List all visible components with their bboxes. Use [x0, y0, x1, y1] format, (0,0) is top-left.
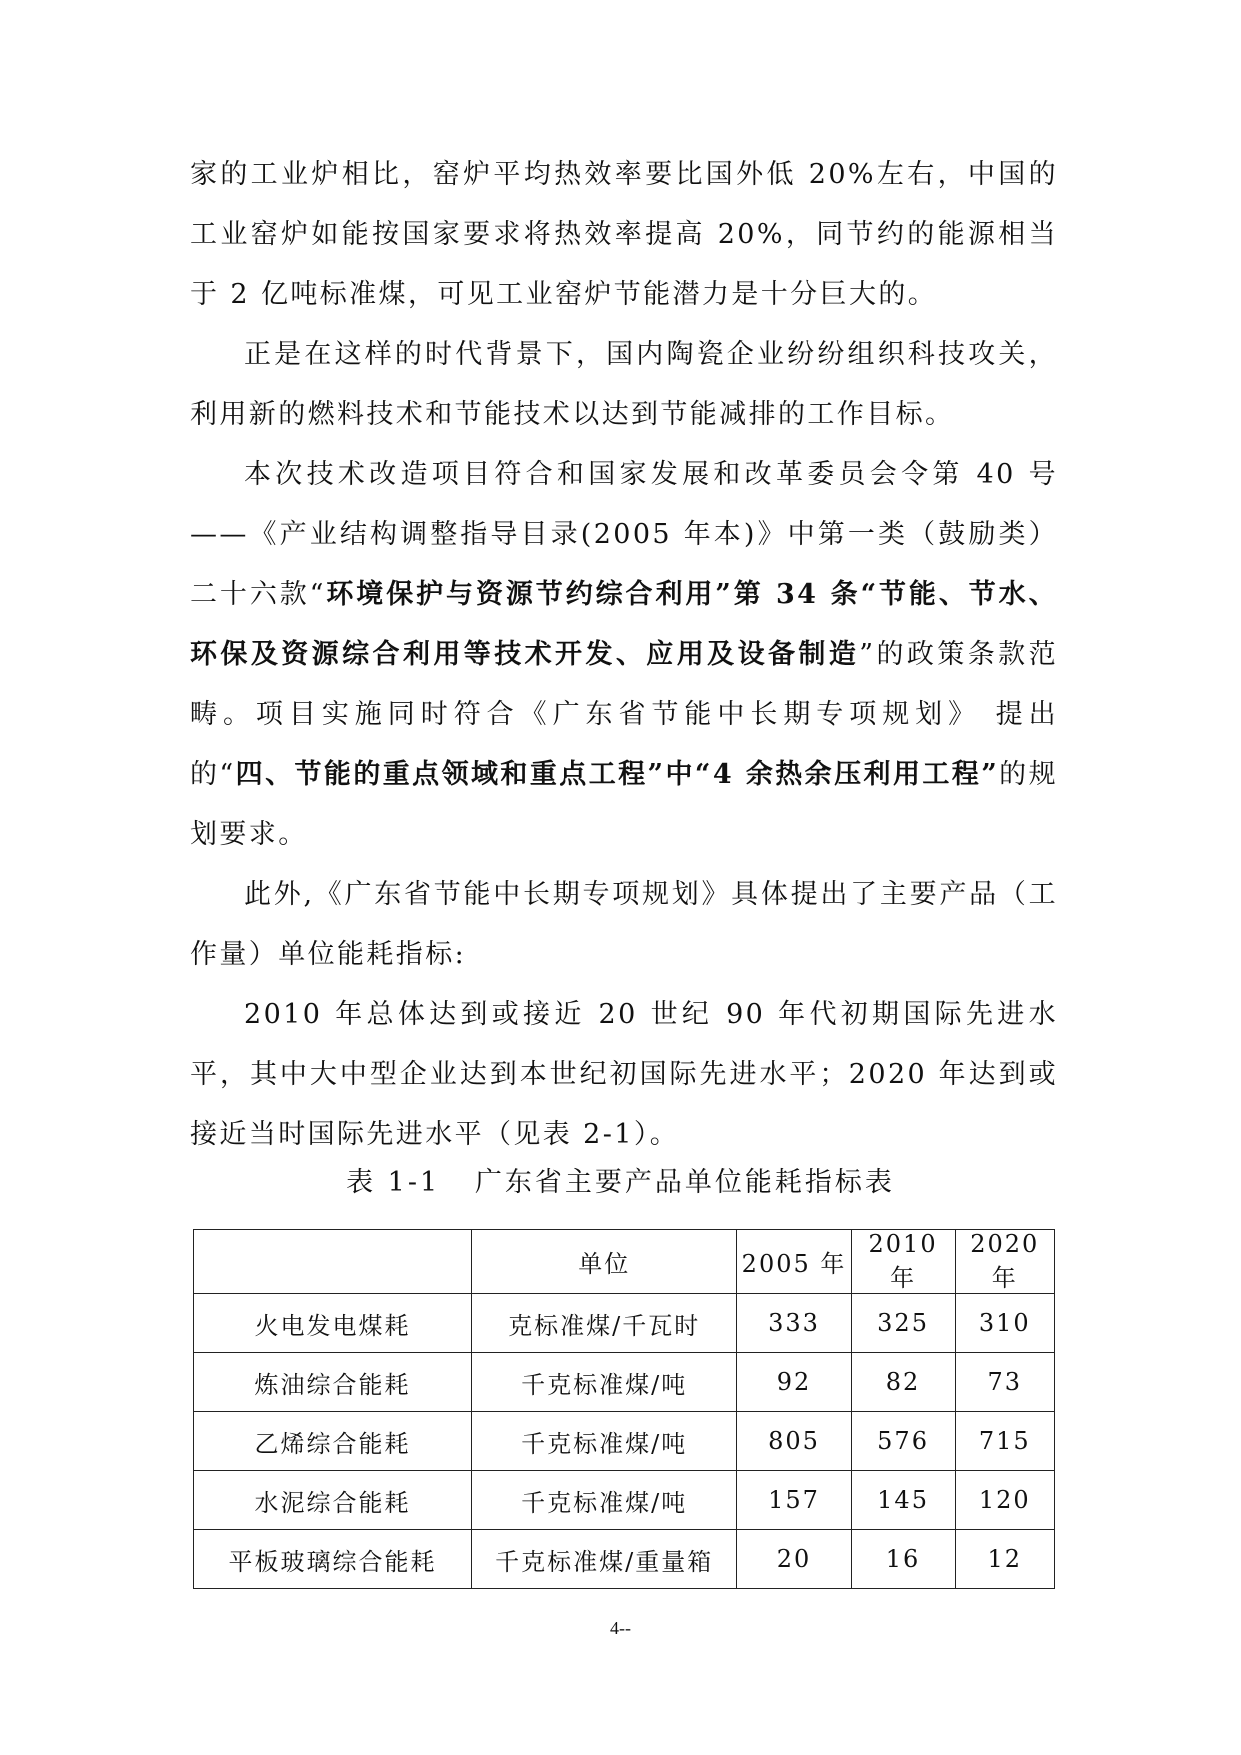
table-row — [194, 1353, 1055, 1412]
body-text — [190, 145, 1058, 1165]
table-caption: 表 1-1 广东省主要产品单位能耗指标表 — [346, 1167, 895, 1198]
table-cell: 310 — [955, 1294, 1054, 1353]
table-cell: 千克标准煤/吨 — [471, 1353, 737, 1412]
table-cell: 73 — [955, 1353, 1054, 1412]
table-cell: 平板玻璃综合能耗 — [194, 1530, 472, 1589]
text-segment: 本次技术改造项目符合和国家发展和改革委员会令第 40 号——《产业结构调整指导目录(2005 年本)》中第一类（鼓励类）二十六款“ — [190, 459, 1058, 610]
table-header-cell: 单位 — [471, 1230, 737, 1294]
paragraph — [190, 985, 1058, 1165]
table-cell: 805 — [737, 1412, 851, 1471]
table-cell: 92 — [737, 1353, 851, 1412]
table-cell: 715 — [955, 1412, 1054, 1471]
text-segment: 正是在这样的时代背景下，国内陶瓷企业纷纷组织科技攻关，利用新的燃料技术和节能技术以达到节能减排的工作目标。 — [190, 339, 1058, 430]
paragraph — [190, 145, 1058, 325]
table-cell: 千克标准煤/吨 — [471, 1471, 737, 1530]
text-segment: 此外,《广东省节能中长期专项规划》具体提出了主要产品（工作量）单位能耗指标: — [190, 879, 1058, 970]
table-cell: 325 — [851, 1294, 955, 1353]
paragraph — [190, 445, 1058, 865]
table-cell: 千克标准煤/吨 — [471, 1412, 737, 1471]
table-cell: 12 — [955, 1530, 1054, 1589]
table-cell: 炼油综合能耗 — [194, 1353, 472, 1412]
table-cell: 克标准煤/千瓦时 — [471, 1294, 737, 1353]
table-cell: 20 — [737, 1530, 851, 1589]
table-cell: 120 — [955, 1471, 1054, 1530]
table-row — [194, 1294, 1055, 1353]
text-segment: 家的工业炉相比，窑炉平均热效率要比国外低 20%左右，中国的工业窑炉如能按国家要求将热效率提高 20%，同节约的能源相当于 2 亿吨标准煤，可见工业窑炉节能潜力是十分巨大的。 — [190, 159, 1058, 310]
table-row — [194, 1412, 1055, 1471]
text-segment: ”的政策条款范畴。项目实施同时符合《广东省节能中长期专项规划》 提出的“ — [190, 639, 1058, 790]
table-cell: 157 — [737, 1471, 851, 1530]
table-cell: 82 — [851, 1353, 955, 1412]
table-row — [194, 1530, 1055, 1589]
text-segment: 的规划要求。 — [190, 759, 1058, 850]
table-cell: 333 — [737, 1294, 851, 1353]
table-header-cell: 2010 年 — [851, 1230, 955, 1294]
table-cell: 16 — [851, 1530, 955, 1589]
page-number: 4-- — [610, 1618, 631, 1638]
energy-consumption-table — [193, 1229, 1055, 1589]
text-segment: 2010 年总体达到或接近 20 世纪 90 年代初期国际先进水平，其中大中型企业达到本世纪初国际先进水平；2020 年达到或接近当时国际先进水平（见表 2-1）。 — [190, 999, 1058, 1150]
paragraph — [190, 325, 1058, 445]
table-cell: 乙烯综合能耗 — [194, 1412, 472, 1471]
table-cell: 千克标准煤/重量箱 — [471, 1530, 737, 1589]
bold-text-segment: 环境保护与资源节约综合利用”第 34 条“节能、节水、环保及资源综合利用等技术开发、应用及设备制造 — [190, 579, 1058, 670]
table-header-cell — [194, 1230, 472, 1294]
table-header-row — [194, 1230, 1055, 1294]
table-row — [194, 1471, 1055, 1530]
table-cell: 火电发电煤耗 — [194, 1294, 472, 1353]
table-cell: 145 — [851, 1471, 955, 1530]
table-cell: 576 — [851, 1412, 955, 1471]
table-cell: 水泥综合能耗 — [194, 1471, 472, 1530]
table-header-cell: 2020 年 — [955, 1230, 1054, 1294]
bold-text-segment: 四、节能的重点领域和重点工程”中“4 余热余压利用工程” — [235, 759, 1000, 790]
table-header-cell: 2005 年 — [737, 1230, 851, 1294]
paragraph — [190, 865, 1058, 985]
